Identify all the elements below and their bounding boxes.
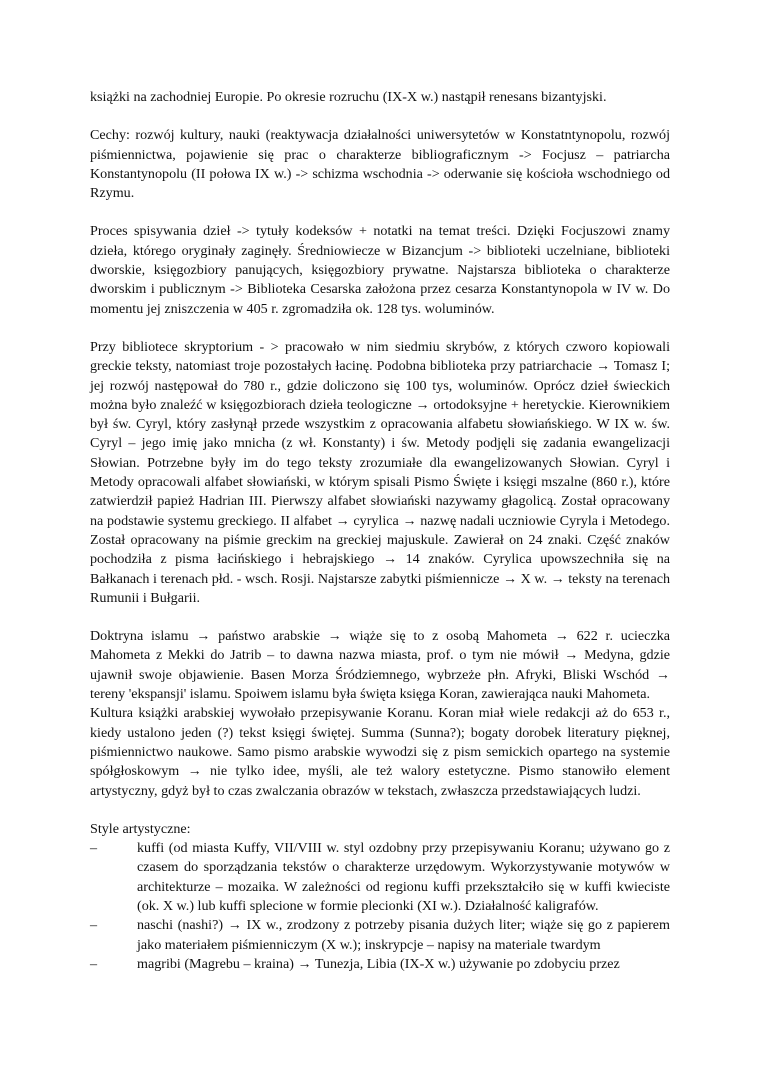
list-item: [90, 916, 670, 955]
paragraph-gap: [90, 203, 670, 222]
list-item-text: naschi (nashi?) → IX w., zrodzony z potrzeby pisania dużych liter; wiąże się go z papierem jako materiałem piśmienniczym (X w.); inskrypcje – napisy na materiale twardym: [137, 917, 670, 953]
paragraph-renesans: książki na zachodniej Europie. Po okresie rozruchu (IX-X w.) nastąpił renesans bizantyjski.: [90, 89, 607, 105]
paragraph-doktryna-islamu: Doktryna islamu → państwo arabskie → wiąże się to z osobą Mahometa → 622 r. ucieczka Mahometa z Mekki do Jatrib – to dawna nazwa miasta, prof. o tym nie mówił → Medyna, gdzie ujawnił swoje objawienie. Basen Morza Śródziemnego, wybrzeże płn. Afryki, Bliski Wschód → tereny 'ekspansji' islamu. Spoiwem islamu była święta księga Koran, zawierająca nauki Mahometa.: [90, 628, 670, 703]
list-dash: –: [90, 840, 98, 857]
document-page: [90, 88, 670, 974]
paragraph-kultura-ksiazki-arabskiej: Kultura książki arabskiej wywołało przepisywanie Koranu. Koran miał wiele redakcji aż do 653 r., kiedy ustalono jeden (?) tekst księgi świętej. Summa (Sunna?); bogaty dorobek literatury pięknej, piśmiennictwo naukowe. Samo pismo arabskie wywodzi się z pism semickich opartego na systemie spółgłoskowym → nie tylko idee, myśli, ale też walory estetyczne. Pismo stanowiło element artystyczny, gdyż był to czas zwalczania obrazów w tekstach, zwłaszcza przedstawiających ludzi.: [90, 705, 670, 799]
paragraph-proces-spisywania: Proces spisywania dzieł -> tytuły kodeksów + notatki na temat treści. Dzięki Focjuszowi znamy dzieła, którego oryginały zaginęły. Średniowiecze w Bizancjum -> biblioteki uczelniane, biblioteki dworskie, księgozbiory panujących, księgozbiory prywatne. Najstarsza biblioteka o charakterze dworskim i publicznym -> Biblioteka Cesarska założona przez cesarza Konstantynopola w IV w. Do momentu jej zniszczenia w 405 r. zgromadziła ok. 128 tys. woluminów.: [90, 223, 670, 317]
paragraph-gap: [90, 107, 670, 126]
list-dash: –: [90, 955, 98, 972]
list-item: [90, 955, 670, 974]
styles-heading: Style artystyczne:: [90, 820, 191, 837]
list-item-text: magribi (Magrebu – kraina) → Tunezja, Libia (IX-X w.) używanie po zdobyciu przez: [137, 955, 620, 972]
paragraph-cechy: Cechy: rozwój kultury, nauki (reaktywacja działalności uniwersytetów w Konstatntynopolu, rozwój piśmiennictwa, pojawienie się prac o charakterze bibliograficznym -> Focjusz – patriarcha Konstantynopolu (II połowa IX w.) -> schizma wschodnia -> oderwanie się kościoła wschodniego od Rzymu.: [90, 127, 670, 202]
list-dash: –: [90, 917, 98, 934]
paragraph-gap: [90, 319, 670, 338]
paragraph-gap: [90, 801, 670, 820]
paragraph-gap: [90, 608, 670, 627]
list-item: [90, 839, 670, 916]
paragraph-skryptorium: Przy bibliotece skryptorium - > pracowało w nim siedmiu skrybów, z których czworo kopiowali greckie teksty, natomiast troje pozostałych łacinę. Podobna biblioteka przy patriarchacie → Tomasz I; jej rozwój następował do 780 r., gdzie doliczono się 100 tys, woluminów. Oprócz dzieł świeckich można było znaleźć w księgozbiorach dzieła teologiczne → ortodoksyjne + heretyckie. Kierownikiem był św. Cyryl, który zasłynął przede wszystkim z opracowania alfabetu słowiańskiego. W IX w. św. Cyryl – jego imię jako mnicha (z wł. Konstanty) i św. Metody podjęli się zadania ewangelizacji Słowian. Potrzebne były im do tego teksty zrozumiałe dla ewangelizowanych Słowian. Cyryl i Metody opracowali alfabet słowiański, w którym spisali Pismo Święte i księgi mszalne (860 r.), które zatwierdził papież Hadrian III. Pierwszy alfabet słowiański nazywamy głagolicą. Został opracowany na podstawie systemu greckiego. II alfabet → cyrylica → nazwę nadali uczniowie Cyryla i Metodego. Został opracowany na piśmie greckim na greckiej majuskule. Zawierał on 24 znaki. Część znaków pochodziła z pisma łacińskiego i hebrajskiego → 14 znaków. Cyrylica upowszechniła się na Bałkanach i terenach płd. - wsch. Rosji. Najstarsze zabytki piśmiennicze → X w. → teksty na terenach Rumunii i Bułgarii.: [90, 338, 670, 606]
list-item-text: kuffi (od miasta Kuffy, VII/VIII w. styl ozdobny przy przepisywaniu Koranu; używano go z czasem do sporządzania tekstów o charakterze urzędowym. Wykorzystywanie motywów w architekturze – mozaika. W zależności od regionu kuffi przekształciło się w kuffi kwieciste (ok. X w.) lub kuffi splecione w formie plecionki (XI w.). Działalność kaligrafów.: [137, 840, 670, 914]
